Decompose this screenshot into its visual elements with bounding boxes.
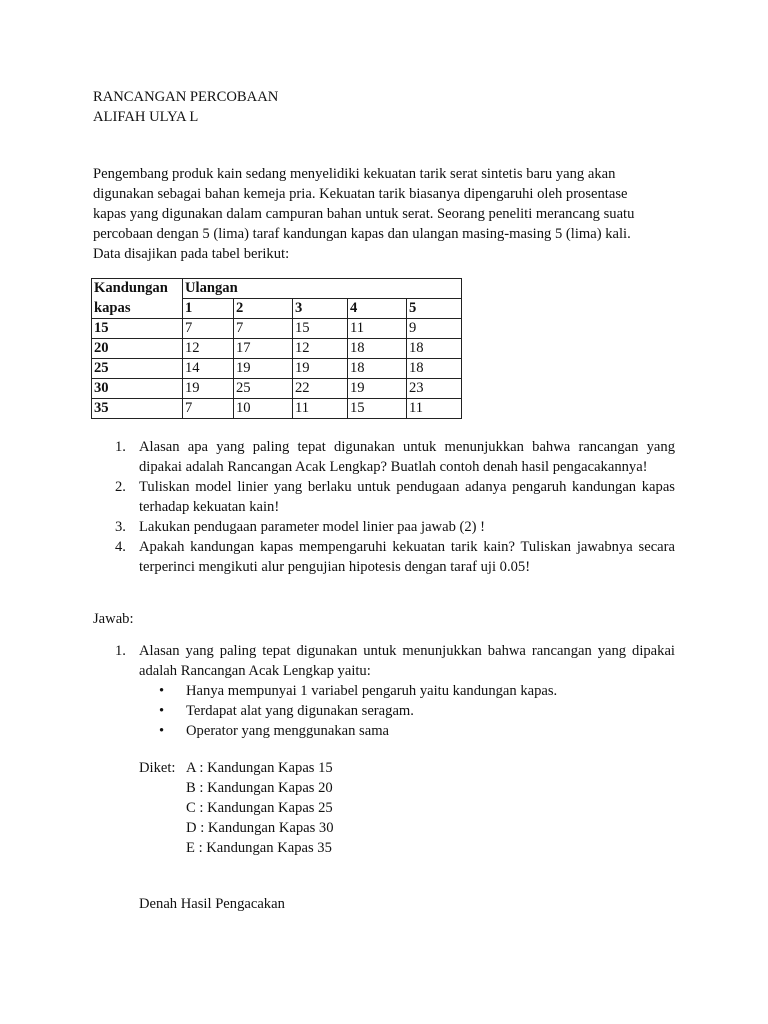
table-cell: 15	[348, 399, 407, 419]
question-text: Tuliskan model linier yang berlaku untuk pendugaan adanya pengaruh kandungan kapas terhadap kekuatan kain!	[139, 479, 675, 515]
question-text: Alasan apa yang paling tepat digunakan untuk menunjukkan bahwa rancangan yang dipakai adalah Rancangan Acak Lengkap? Buatlah contoh denah hasil pengacakannya!	[139, 439, 675, 475]
diket-item: D : Kandungan Kapas 30	[186, 820, 334, 836]
table-row	[92, 339, 462, 359]
table-cell: 19	[234, 359, 293, 379]
diket-row	[139, 818, 334, 838]
bullet-icon: •	[159, 683, 165, 699]
table-cell: 15	[293, 319, 348, 339]
table-row	[92, 319, 462, 339]
author-name: ALIFAH ULYA L	[93, 109, 199, 125]
table-row	[92, 359, 462, 379]
answer-text: Alasan yang paling tepat digunakan untuk menunjukkan bahwa rancangan yang dipakai adalah Rancangan Acak Lengkap yaitu:	[139, 643, 675, 679]
table-cell: 18	[348, 339, 407, 359]
table-cell: 18	[407, 339, 462, 359]
replicate-header: 4	[348, 299, 407, 319]
header-ulangan: Ulangan	[183, 279, 462, 299]
answer-number: 1.	[115, 643, 126, 659]
intro-paragraph	[93, 164, 675, 264]
row-kapas: 15	[92, 319, 183, 339]
intro-line: digunakan sebagai bahan kemeja pria. Kekuatan tarik biasanya dipengaruhi oleh prosentase	[93, 186, 628, 202]
bullet-text: Terdapat alat yang digunakan seragam.	[186, 703, 414, 719]
question-list	[93, 437, 675, 577]
data-table	[91, 278, 462, 419]
answer-item	[93, 641, 675, 741]
table-cell: 18	[348, 359, 407, 379]
table-cell: 11	[407, 399, 462, 419]
table-cell: 19	[348, 379, 407, 399]
table-cell: 12	[293, 339, 348, 359]
diket-item: A : Kandungan Kapas 15	[186, 760, 333, 776]
bullet-item	[139, 701, 675, 721]
question-text: Lakukan pendugaan parameter model linier paa jawab (2) !	[139, 519, 486, 535]
bullet-item	[139, 681, 675, 701]
question-number: 3.	[115, 519, 126, 535]
row-kapas: 25	[92, 359, 183, 379]
header-kapas: kapas	[92, 299, 183, 319]
row-kapas: 30	[92, 379, 183, 399]
question-item	[93, 537, 675, 577]
answer-list	[93, 641, 675, 741]
question-number: 2.	[115, 479, 126, 495]
table-cell: 18	[407, 359, 462, 379]
bullet-text: Hanya mempunyai 1 variabel pengaruh yaitu kandungan kapas.	[186, 683, 558, 699]
table-cell: 19	[183, 379, 234, 399]
table-cell: 7	[183, 399, 234, 419]
diket-item: E : Kandungan Kapas 35	[186, 840, 332, 856]
bullet-item	[139, 721, 675, 741]
diket-row	[139, 778, 334, 798]
table-row	[92, 379, 462, 399]
answer-heading: Jawab:	[93, 611, 134, 627]
table-row	[92, 399, 462, 419]
table-cell: 12	[183, 339, 234, 359]
replicate-header: 2	[234, 299, 293, 319]
table-cell: 7	[183, 319, 234, 339]
intro-line: percobaan dengan 5 (lima) taraf kandungan kapas dan ulangan masing-masing 5 (lima) kali.	[93, 226, 631, 242]
question-text: Apakah kandungan kapas mempengaruhi kekuatan tarik kain? Tuliskan jawabnya secara terperinci mengikuti alur pengujian hipotesis dengan taraf uji 0.05!	[139, 539, 675, 575]
diket-row	[139, 798, 334, 818]
table-cell: 22	[293, 379, 348, 399]
table-cell: 9	[407, 319, 462, 339]
diket-row	[139, 758, 334, 778]
table-cell: 10	[234, 399, 293, 419]
diket-item: C : Kandungan Kapas 25	[186, 800, 333, 816]
question-item	[93, 517, 675, 537]
table-header-row	[92, 279, 462, 299]
replicate-header: 3	[293, 299, 348, 319]
intro-line: kapas yang digunakan dalam campuran bahan untuk serat. Seorang peneliti merancang suatu	[93, 206, 635, 222]
row-kapas: 20	[92, 339, 183, 359]
bullet-text: Operator yang menggunakan sama	[186, 723, 390, 739]
reason-bullets	[139, 681, 675, 741]
document-title: RANCANGAN PERCOBAAN	[93, 89, 279, 105]
table-cell: 14	[183, 359, 234, 379]
question-item	[93, 477, 675, 517]
table-subheader-row	[92, 299, 462, 319]
table-cell: 11	[293, 399, 348, 419]
row-kapas: 35	[92, 399, 183, 419]
title-block	[93, 87, 278, 127]
intro-line: Data disajikan pada tabel berikut:	[93, 246, 290, 262]
table-cell: 17	[234, 339, 293, 359]
bullet-icon: •	[159, 723, 165, 739]
denah-heading: Denah Hasil Pengacakan	[139, 896, 285, 912]
header-kandungan: Kandungan	[92, 279, 183, 299]
bullet-icon: •	[159, 703, 165, 719]
intro-line: Pengembang produk kain sedang menyelidiki kekuatan tarik serat sintetis baru yang akan	[93, 166, 616, 182]
question-item	[93, 437, 675, 477]
table-cell: 23	[407, 379, 462, 399]
table-cell: 7	[234, 319, 293, 339]
table-cell: 19	[293, 359, 348, 379]
diket-row	[139, 838, 334, 858]
diket-block	[139, 758, 334, 858]
question-number: 4.	[115, 539, 126, 555]
question-number: 1.	[115, 439, 126, 455]
diket-label: Diket:	[139, 760, 176, 776]
table-cell: 11	[348, 319, 407, 339]
replicate-header: 1	[183, 299, 234, 319]
table-cell: 25	[234, 379, 293, 399]
replicate-header: 5	[407, 299, 462, 319]
diket-item: B : Kandungan Kapas 20	[186, 780, 333, 796]
